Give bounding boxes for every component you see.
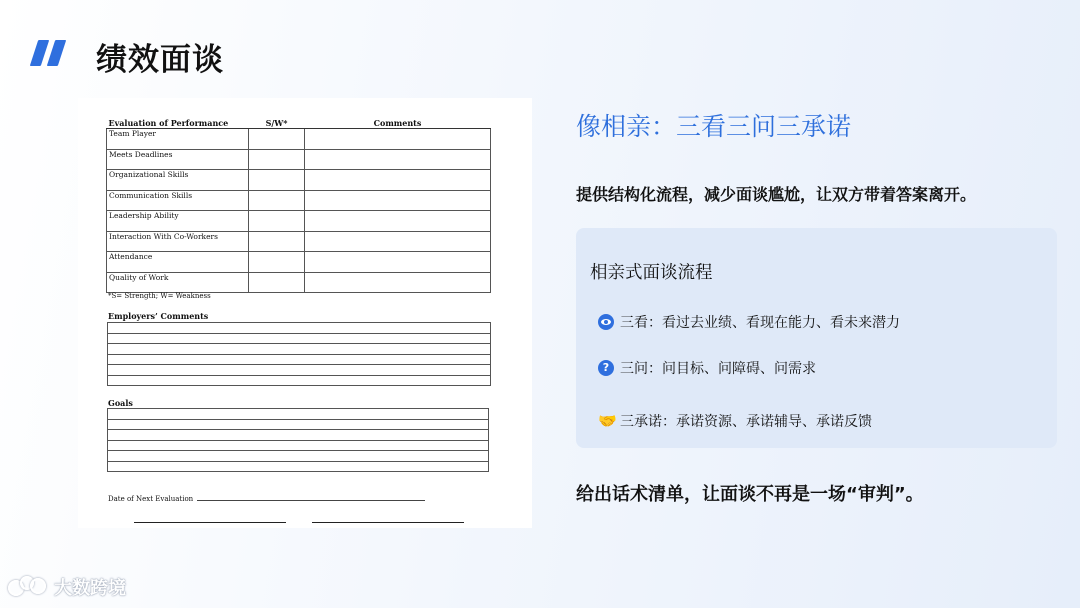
row-label: Attendance — [107, 252, 249, 273]
employers-comments-label: Employers’ Comments — [108, 311, 209, 321]
header-sw: S/W* — [249, 118, 305, 129]
closing-statement: 给出话术清单，让面谈不再是一场“审判”。 — [576, 484, 924, 505]
flow-item-ask — [598, 358, 816, 378]
slide-title: 绩效面谈 — [96, 42, 224, 78]
table-row — [107, 211, 491, 232]
slide-subtitle: 像相亲：三看三问三承诺 — [576, 112, 852, 141]
performance-table — [106, 118, 491, 293]
row-label: Communication Skills — [107, 190, 249, 211]
goals-label: Goals — [108, 398, 133, 408]
flow-item-text: 三问：问目标、问障碍、问需求 — [620, 361, 816, 377]
slide-description: 提供结构化流程，减少面谈尴尬，让双方带着答案离开。 — [576, 185, 977, 204]
signature-line — [134, 522, 286, 523]
flow-item-text: 三看：看过去业绩、看现在能力、看未来潜力 — [620, 315, 900, 331]
table-row — [107, 231, 491, 252]
row-label: Meets Deadlines — [107, 149, 249, 170]
row-label: Interaction With Co-Workers — [107, 231, 249, 252]
table-row — [107, 129, 491, 150]
table-row — [107, 170, 491, 191]
watermark-text: 大数跨境 — [54, 578, 126, 599]
title-accent-bars — [30, 40, 70, 66]
row-label: Quality of Work — [107, 272, 249, 293]
header-evaluation: Evaluation of Performance — [107, 118, 249, 129]
flow-item-text: 三承诺：承诺资源、承诺辅导、承诺反馈 — [620, 414, 872, 430]
flow-item-promise — [598, 411, 872, 431]
table-row — [107, 252, 491, 273]
watermark — [8, 574, 126, 600]
employers-comments-lines — [107, 322, 491, 386]
table-row — [107, 272, 491, 293]
form-footnote: *S= Strength; W= Weakness — [108, 292, 211, 300]
eye-icon — [598, 314, 614, 330]
header-comments: Comments — [305, 118, 491, 129]
handshake-icon: 🤝 — [598, 412, 617, 430]
evaluation-form-image — [78, 98, 532, 528]
table-row — [107, 149, 491, 170]
flow-title: 相亲式面谈流程 — [590, 263, 713, 283]
row-label: Leadership Ability — [107, 211, 249, 232]
next-evaluation-line — [108, 495, 425, 503]
row-label: Organizational Skills — [107, 170, 249, 191]
row-label: Team Player — [107, 129, 249, 150]
question-icon: ? — [598, 360, 614, 376]
next-evaluation-label: Date of Next Evaluation — [108, 495, 194, 503]
goals-lines — [107, 408, 489, 472]
watermark-logo-icon — [8, 576, 48, 598]
signature-line — [312, 522, 464, 523]
flow-card — [576, 228, 1057, 448]
table-row — [107, 190, 491, 211]
flow-item-look — [598, 312, 900, 332]
